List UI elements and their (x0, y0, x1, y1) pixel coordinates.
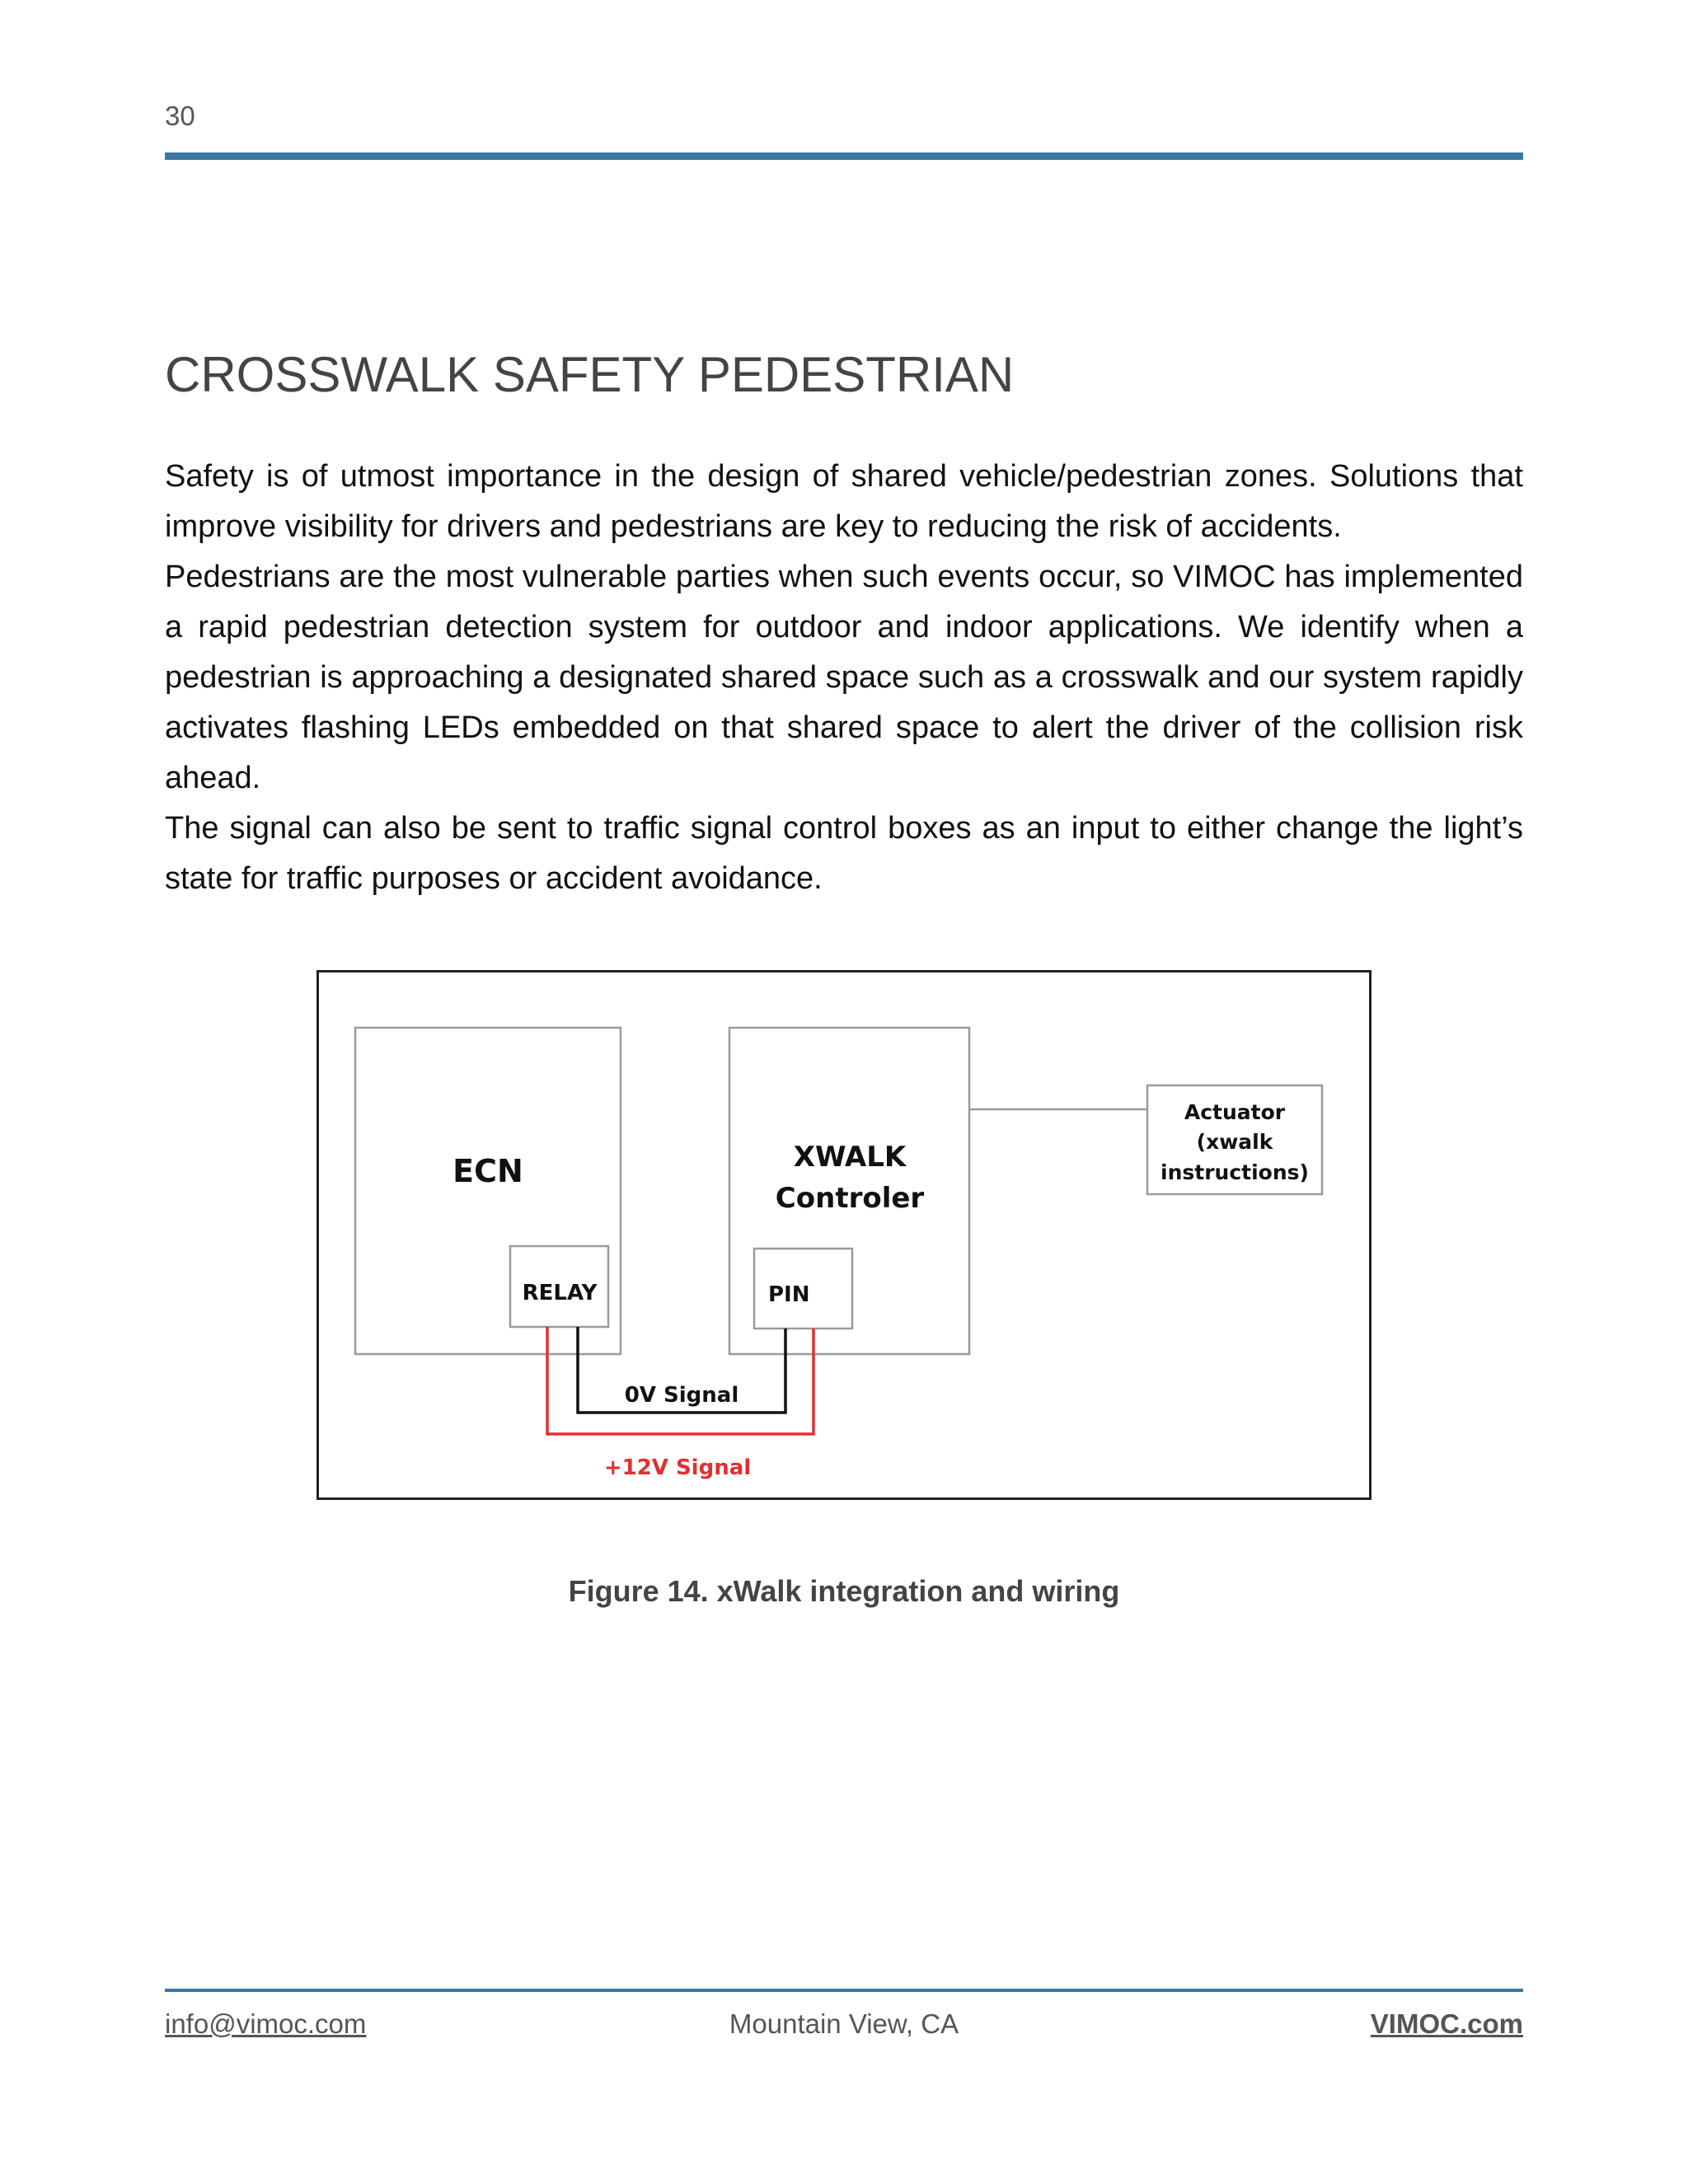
footer-website-link[interactable]: VIMOC.com (1370, 2008, 1523, 2039)
actuator-label-line3: instructions) (1160, 1160, 1309, 1184)
footer-location: Mountain View, CA (729, 2008, 959, 2039)
section-title: CROSSWALK SAFETY PEDESTRIAN (165, 347, 1015, 402)
wiring-diagram (316, 970, 1372, 1500)
page-number: 30 (165, 101, 195, 131)
footer-email-link[interactable]: info@vimoc.com (165, 2008, 367, 2039)
xwalk-label-line1: XWALK (793, 1141, 907, 1174)
plus-12v-signal-label: +12V Signal (603, 1455, 752, 1480)
paragraph-intro: Safety is of utmost importance in the design of shared vehicle/pedestrian zones. Solutions that improve visibility for drivers and pedestrians are key to reducing the risk of accidents. (165, 459, 1523, 544)
xwalk-label-line2: Controler (775, 1182, 925, 1215)
zero-v-signal-label: 0V Signal (624, 1383, 739, 1408)
relay-label: RELAY (522, 1281, 598, 1305)
pin-label: PIN (768, 1282, 810, 1307)
body-text (165, 452, 1523, 904)
paragraph-detection: Pedestrians are the most vulnerable parties when such events occur, so VIMOC has implemented a rapid pedestrian detection system for outdoor and indoor applications. We identify when a pedestrian is approaching a designated shared space such as a crosswalk and our system rapidly activates flashing LEDs embedded on that shared space to alert the driver of the collision risk ahead. (165, 560, 1523, 795)
wiring-diagram-svg (319, 972, 1369, 1497)
header-divider (165, 152, 1523, 160)
footer-divider (165, 1989, 1523, 1992)
actuator-label-line2: (xwalk (1196, 1130, 1273, 1154)
ecn-label: ECN (452, 1153, 523, 1189)
figure-caption: Figure 14. xWalk integration and wiring (568, 1574, 1120, 1608)
actuator-label-line1: Actuator (1184, 1100, 1286, 1124)
plus-12v-wire (547, 1327, 814, 1434)
paragraph-signal: The signal can also be sent to traffic signal control boxes as an input to either change the light’s state for traffic purposes or accident avoidance. (165, 811, 1523, 896)
